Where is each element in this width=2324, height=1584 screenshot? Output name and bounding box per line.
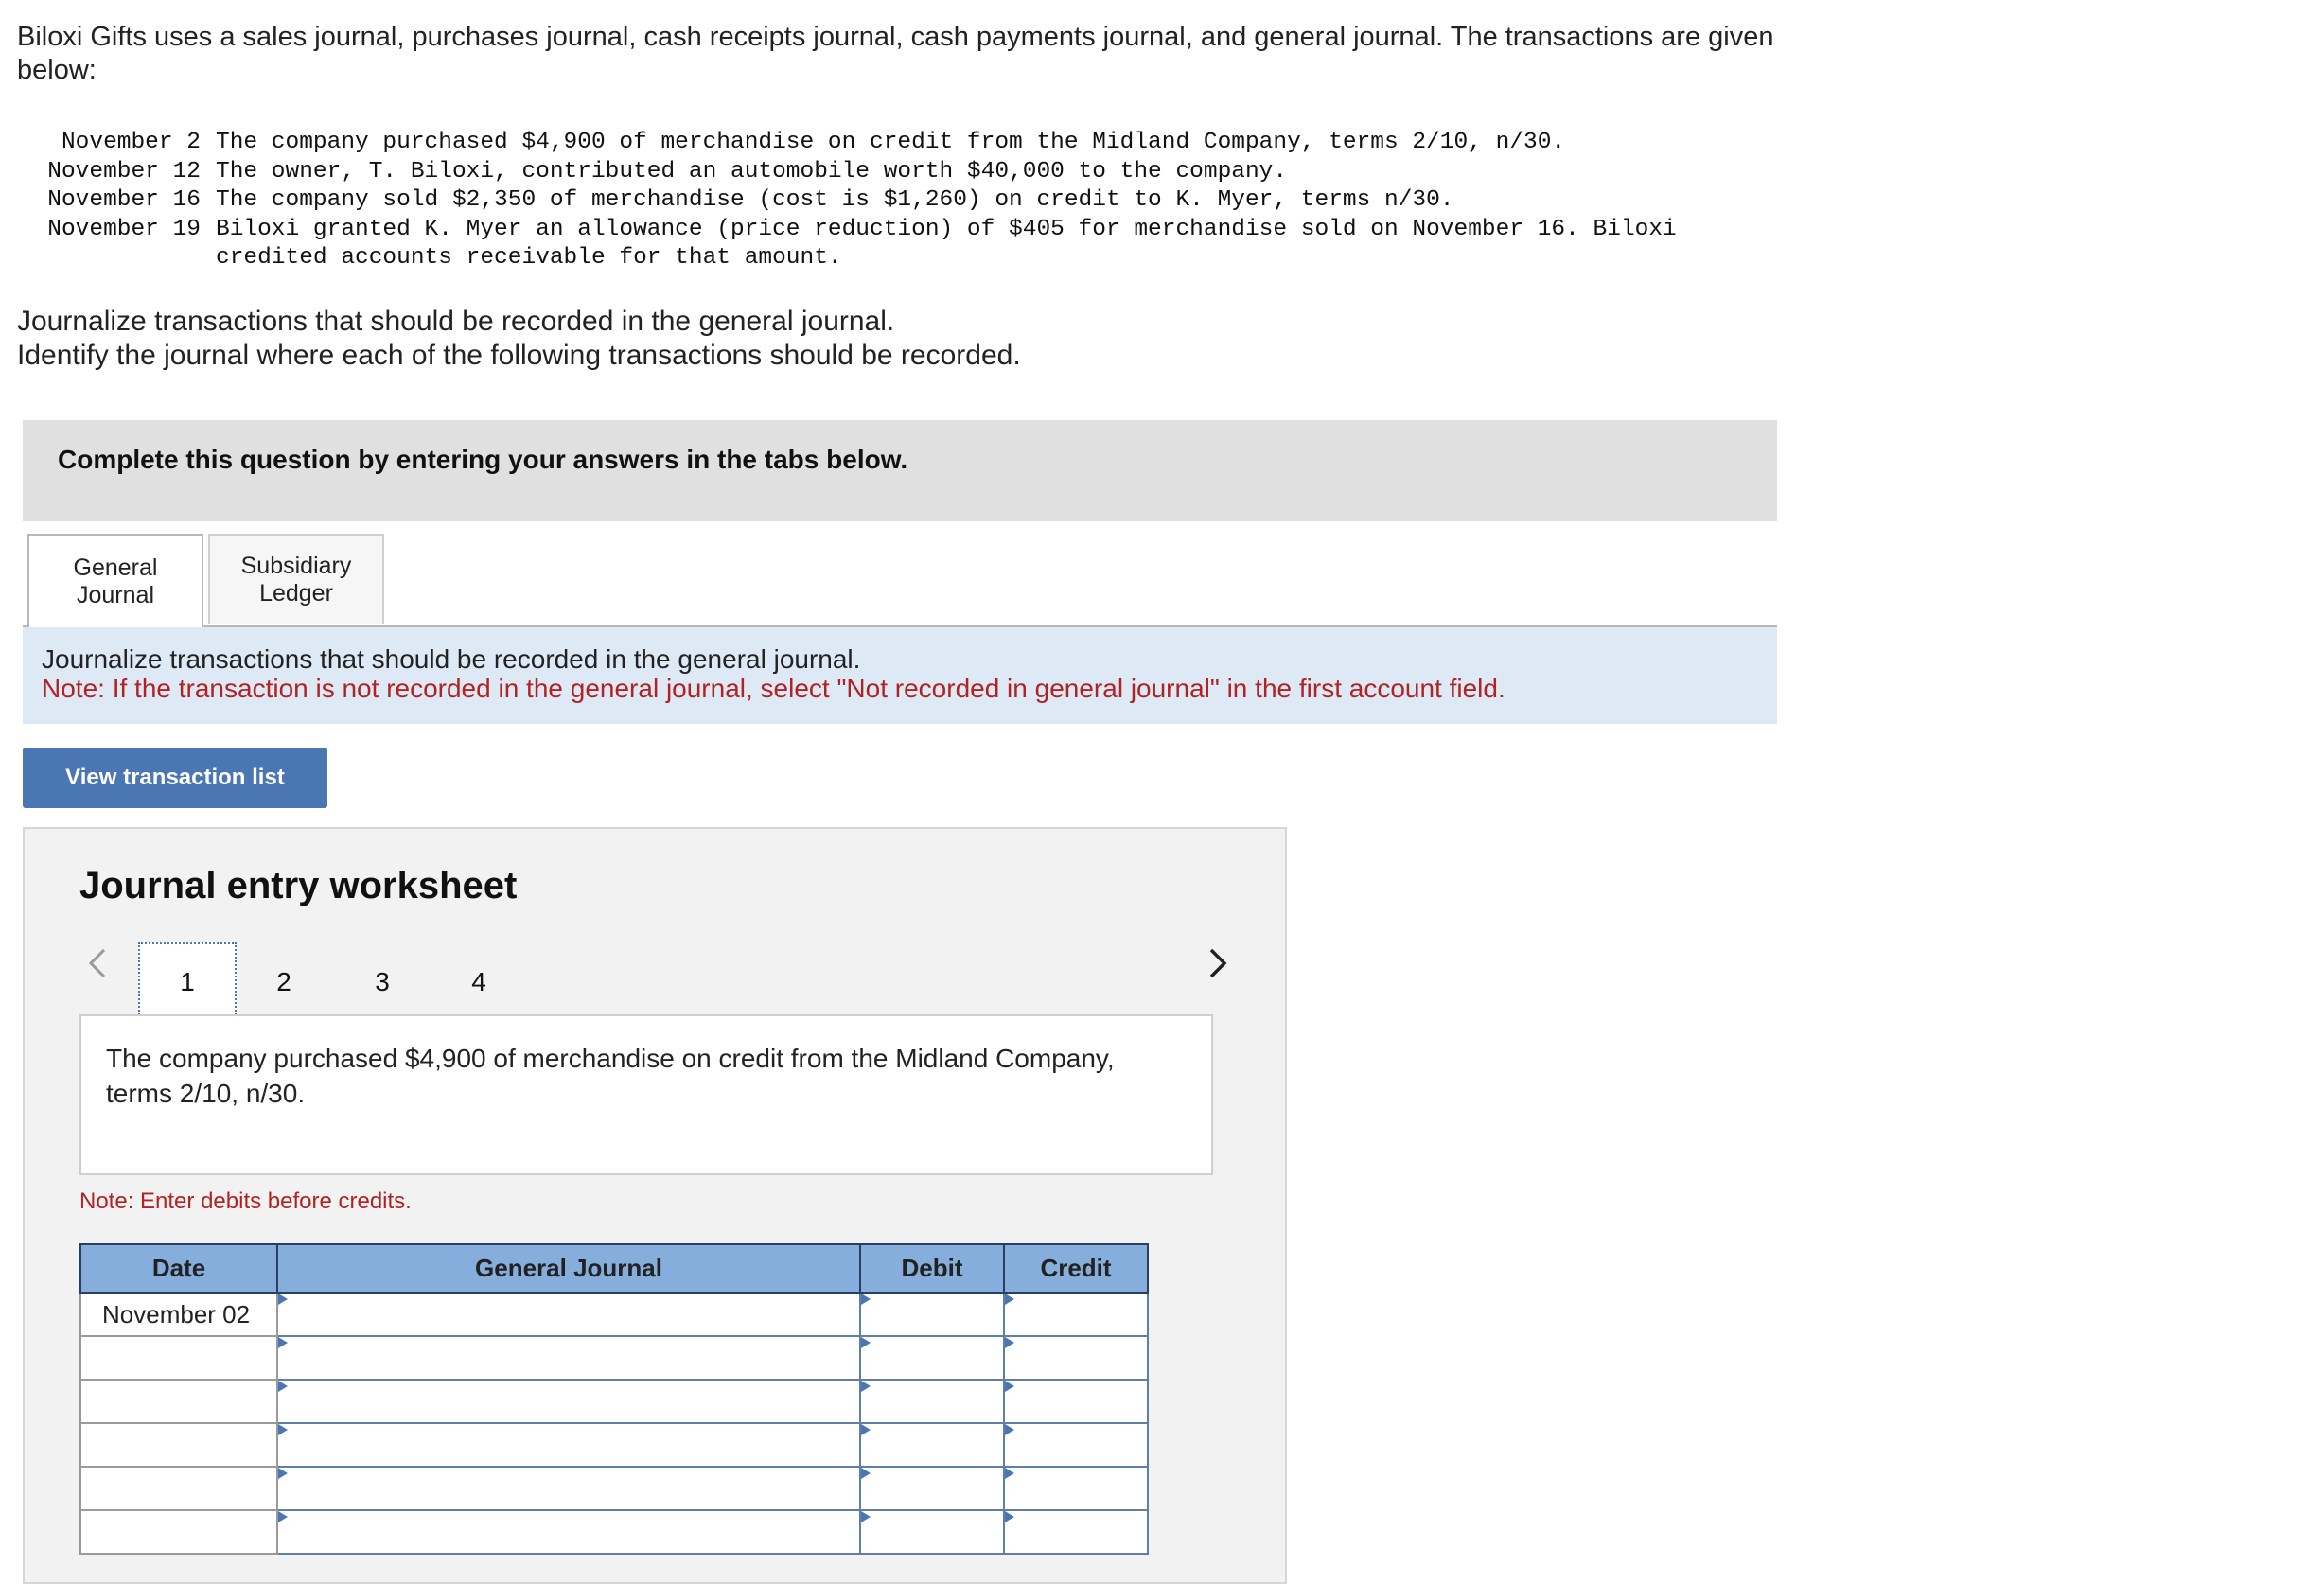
table-row (80, 1467, 1148, 1510)
debit-field[interactable] (860, 1336, 1004, 1380)
debit-field[interactable] (860, 1467, 1004, 1510)
input-marker-icon (861, 1381, 871, 1392)
input-marker-icon (861, 1511, 871, 1522)
table-row (80, 1380, 1148, 1423)
debit-header: Debit (860, 1244, 1004, 1293)
date-cell (80, 1380, 277, 1423)
transaction-date: November 2 (61, 130, 201, 155)
account-field[interactable] (277, 1467, 860, 1510)
step-3-button[interactable]: 3 (375, 967, 390, 996)
debit-field[interactable] (860, 1510, 1004, 1554)
credit-field[interactable] (1004, 1293, 1148, 1336)
tab-general-journal[interactable] (27, 534, 203, 627)
account-field[interactable] (277, 1293, 860, 1336)
input-marker-icon (1005, 1294, 1014, 1305)
debit-field[interactable] (860, 1380, 1004, 1423)
credit-field[interactable] (1004, 1510, 1148, 1554)
input-marker-icon (861, 1424, 871, 1435)
debit-field[interactable] (860, 1423, 1004, 1467)
worksheet-title: Journal entry worksheet (79, 865, 518, 906)
table-row (80, 1336, 1148, 1380)
transaction-date: November 12 (47, 158, 201, 185)
transaction-date: November 16 (47, 187, 201, 213)
transaction-text: Biloxi granted K. Myer an allowance (price reduction) of $405 for merchandise sold on November 16. Biloxi credited accounts receivable for that amount. (216, 216, 1677, 271)
date-cell (80, 1423, 277, 1467)
instruction-box-note: Note: If the transaction is not recorded in the general journal, select "Not recorded in general journal" in the first account field. (42, 674, 1505, 703)
account-field[interactable] (277, 1336, 860, 1380)
debit-field[interactable] (860, 1293, 1004, 1336)
input-marker-icon (861, 1294, 871, 1305)
step-2-button[interactable]: 2 (276, 967, 291, 996)
tab-subsidiary-ledger[interactable] (208, 534, 384, 624)
chevron-right-icon[interactable] (1206, 944, 1232, 982)
tab-bar (23, 534, 1777, 627)
transaction-text: The company sold $2,350 of merchandise (cost is $1,260) on credit to K. Myer, terms n/30. (216, 187, 1454, 213)
chevron-left-icon[interactable] (83, 944, 110, 982)
credit-field[interactable] (1004, 1336, 1148, 1380)
input-marker-icon (861, 1468, 871, 1479)
transaction-date: November 19 (47, 216, 201, 242)
input-marker-icon (1005, 1511, 1014, 1522)
input-marker-icon (1005, 1424, 1014, 1435)
transaction-row (17, 158, 1787, 187)
date-cell (80, 1510, 277, 1554)
date-header: Date (80, 1244, 277, 1293)
instruction-box (23, 627, 1777, 724)
table-header-row (80, 1244, 1148, 1293)
transaction-description: The company purchased $4,900 of merchandise on credit from the Midland Company, terms 2/10, n/30. (79, 1014, 1213, 1175)
table-row (80, 1510, 1148, 1554)
banner-text: Complete this question by entering your answers in the tabs below. (58, 445, 908, 474)
step-4-button[interactable]: 4 (471, 967, 486, 996)
transaction-row (17, 216, 1787, 273)
credit-field[interactable] (1004, 1467, 1148, 1510)
transaction-list (17, 129, 1787, 273)
journal-entry-worksheet (23, 827, 1287, 1584)
input-marker-icon (1005, 1337, 1014, 1348)
table-row (80, 1423, 1148, 1467)
credit-field[interactable] (1004, 1423, 1148, 1467)
general-journal-table (79, 1243, 1149, 1555)
account-field[interactable] (277, 1380, 860, 1423)
tab-label: General Journal (73, 554, 158, 608)
table-row (80, 1293, 1148, 1336)
intro-text: Biloxi Gifts uses a sales journal, purchases journal, cash receipts journal, cash payments journal, and general journal. The transactions are given below: (17, 22, 1774, 85)
dropdown-marker-icon (278, 1381, 288, 1392)
debits-note: Note: Enter debits before credits. (79, 1188, 412, 1214)
dropdown-marker-icon (278, 1337, 288, 1348)
input-marker-icon (1005, 1381, 1014, 1392)
dropdown-marker-icon (278, 1511, 288, 1522)
input-marker-icon (861, 1337, 871, 1348)
dropdown-marker-icon (278, 1424, 288, 1435)
account-field[interactable] (277, 1423, 860, 1467)
input-marker-icon (1005, 1468, 1014, 1479)
date-cell (80, 1467, 277, 1510)
transaction-row (17, 186, 1787, 216)
instruction-line-1: Journalize transactions that should be recorded in the general journal. (17, 306, 895, 337)
transaction-text: The company purchased $4,900 of merchandise on credit from the Midland Company, terms 2/10, n/30. (216, 130, 1566, 155)
view-transaction-list-button[interactable]: View transaction list (23, 748, 327, 808)
dropdown-marker-icon (278, 1468, 288, 1479)
transaction-row (17, 129, 1787, 158)
general-journal-header: General Journal (277, 1244, 860, 1293)
account-field[interactable] (277, 1510, 860, 1554)
question-banner (23, 420, 1777, 521)
dropdown-marker-icon (278, 1294, 288, 1305)
instructions (17, 305, 1021, 373)
instruction-box-text: Journalize transactions that should be recorded in the general journal. (42, 644, 861, 674)
instruction-line-2: Identify the journal where each of the following transactions should be recorded. (17, 340, 1021, 371)
date-cell (80, 1336, 277, 1380)
date-cell: November 02 (80, 1293, 277, 1336)
tab-label: Subsidiary Ledger (240, 552, 352, 607)
transaction-text: The owner, T. Biloxi, contributed an automobile worth $40,000 to the company. (216, 158, 1288, 185)
credit-header: Credit (1004, 1244, 1148, 1293)
credit-field[interactable] (1004, 1380, 1148, 1423)
step-1-button[interactable]: 1 (138, 942, 237, 1022)
